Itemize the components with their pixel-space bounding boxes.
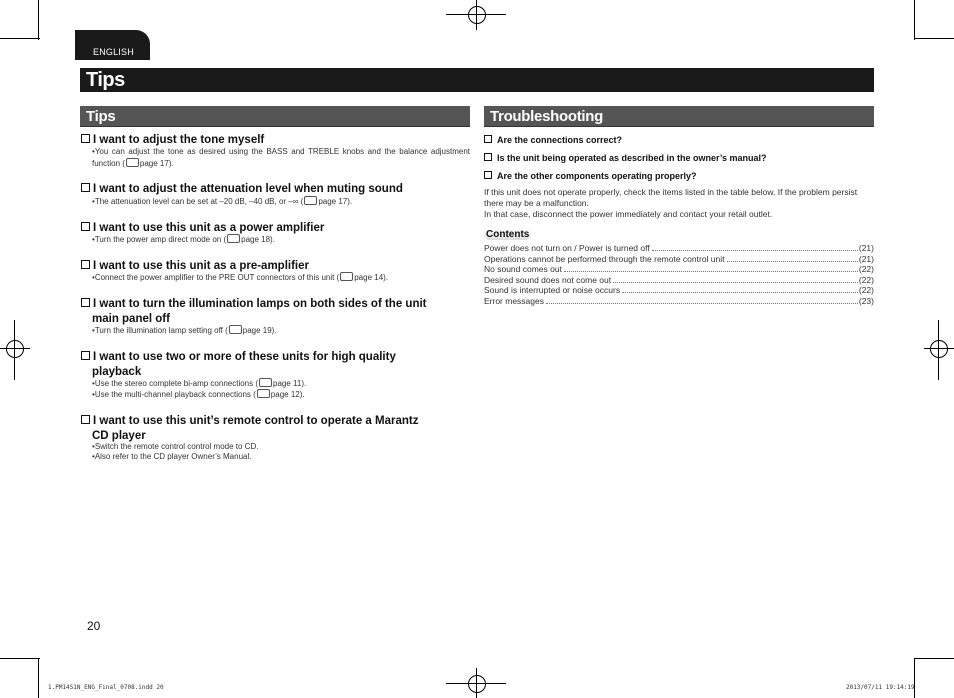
checkbox-icon — [81, 415, 90, 424]
tip-question: I want to use this unit as a pre-amplifier — [81, 259, 469, 274]
checkbox-icon — [484, 153, 492, 161]
toc-entry[interactable]: Desired sound does not come out (22) — [484, 274, 874, 285]
page-reference-icon — [259, 378, 272, 387]
registration-mark-line — [14, 320, 15, 380]
troubleshooting-question: Is the unit being operated as described in the owner’s manual? — [484, 153, 767, 163]
registration-mark — [6, 340, 24, 358]
page-reference-icon — [340, 272, 353, 281]
troubleshooting-heading: Troubleshooting — [490, 108, 603, 125]
toc-entry[interactable]: Error messages (23) — [484, 295, 874, 306]
troubleshooting-instruction: In that case, disconnect the power immediately and contact your retail outlet. — [484, 209, 773, 219]
troubleshooting-heading-bar — [484, 106, 874, 127]
language-label: ENGLISH — [93, 47, 134, 57]
toc-entry[interactable]: No sound comes out (22) — [484, 264, 874, 274]
checkbox-icon — [81, 260, 90, 269]
checkbox-icon — [81, 134, 90, 143]
registration-mark — [468, 6, 486, 24]
registration-mark-line — [476, 668, 477, 698]
checkbox-icon — [81, 222, 90, 231]
tip-bullet: •Turn the power amp direct mode on ( page 18). — [92, 235, 275, 244]
checkbox-icon — [81, 298, 90, 307]
registration-mark-line — [924, 348, 954, 349]
tips-heading-bar — [80, 106, 470, 127]
tip-bullet: •You can adjust the tone as desired using the BASS and TREBLE knobs and the balance adjustment function ( page 17). — [92, 147, 470, 168]
page-reference-icon — [304, 196, 317, 205]
page-title-bar — [80, 68, 874, 92]
tip-question: I want to adjust the attenuation level when muting sound — [81, 182, 469, 197]
crop-mark — [0, 38, 40, 39]
language-tab — [75, 30, 150, 60]
page-reference-icon — [126, 158, 139, 167]
tip-bullet: •Connect the power amplifier to the PRE OUT connectors of this unit ( page 14). — [92, 273, 389, 282]
checkbox-icon — [81, 351, 90, 360]
page-number: 20 — [87, 619, 101, 633]
checkbox-icon — [81, 183, 90, 192]
tip-question: I want to adjust the tone myself — [81, 133, 469, 148]
crop-mark — [0, 658, 40, 659]
checkbox-icon — [484, 171, 492, 179]
tip-bullet: •Use the multi-channel playback connections ( page 12). — [92, 390, 305, 399]
checkbox-icon — [484, 135, 492, 143]
registration-mark — [930, 340, 948, 358]
tip-question: I want to use this unit’s remote control to operate a Marantz CD player — [81, 414, 469, 444]
page-reference-icon — [227, 234, 240, 243]
crop-mark — [914, 658, 954, 659]
crop-mark — [914, 658, 915, 698]
tip-bullet: •Switch the remote control control mode to CD. — [92, 442, 259, 451]
troubleshooting-question: Are the connections correct? — [484, 135, 622, 145]
contents-heading: Contents — [486, 229, 530, 240]
page-reference-icon — [257, 389, 270, 398]
tip-question: I want to use two or more of these units for high quality playback — [81, 350, 469, 380]
tip-bullet: •Also refer to the CD player Owner’s Manual. — [92, 452, 252, 461]
tip-bullet: •The attenuation level can be set at –20 dB, –40 dB, or –∞ ( page 17). — [92, 197, 353, 206]
toc-entry[interactable]: Sound is interrupted or noise occurs (22) — [484, 285, 874, 295]
slug-timestamp: 2013/07/11 19:14:19 — [846, 684, 915, 691]
slug-file-info: 1.PM14S1N_ENG_Final_0708.indd 20 — [48, 684, 164, 691]
toc-entry[interactable]: Power does not turn on / Power is turned off (21) — [484, 242, 874, 253]
tip-bullet: •Use the stereo complete bi-amp connections ( page 11). — [92, 379, 307, 388]
crop-mark — [914, 0, 915, 40]
troubleshooting-question: Are the other components operating properly? — [484, 171, 697, 181]
tip-question: I want to use this unit as a power amplifier — [81, 221, 469, 236]
page-reference-icon — [229, 325, 242, 334]
crop-mark — [38, 0, 39, 40]
page-title: Tips — [86, 69, 125, 91]
crop-mark — [38, 658, 39, 698]
registration-mark-line — [476, 0, 477, 30]
registration-mark-line — [0, 348, 30, 349]
registration-mark-line — [938, 320, 939, 380]
tips-heading: Tips — [86, 108, 116, 125]
crop-mark — [914, 38, 954, 39]
troubleshooting-intro: If this unit does not operate properly, check the items listed in the table below. If the problem persist there may be a malfunction. — [484, 187, 858, 208]
registration-mark — [468, 675, 486, 693]
tip-bullet: •Turn the illumination lamp setting off ( page 19). — [92, 326, 277, 335]
toc-entry[interactable]: Operations cannot be performed through the remote control unit (21) — [484, 253, 874, 264]
tip-question: I want to turn the illumination lamps on both sides of the unit main panel off — [81, 297, 469, 327]
